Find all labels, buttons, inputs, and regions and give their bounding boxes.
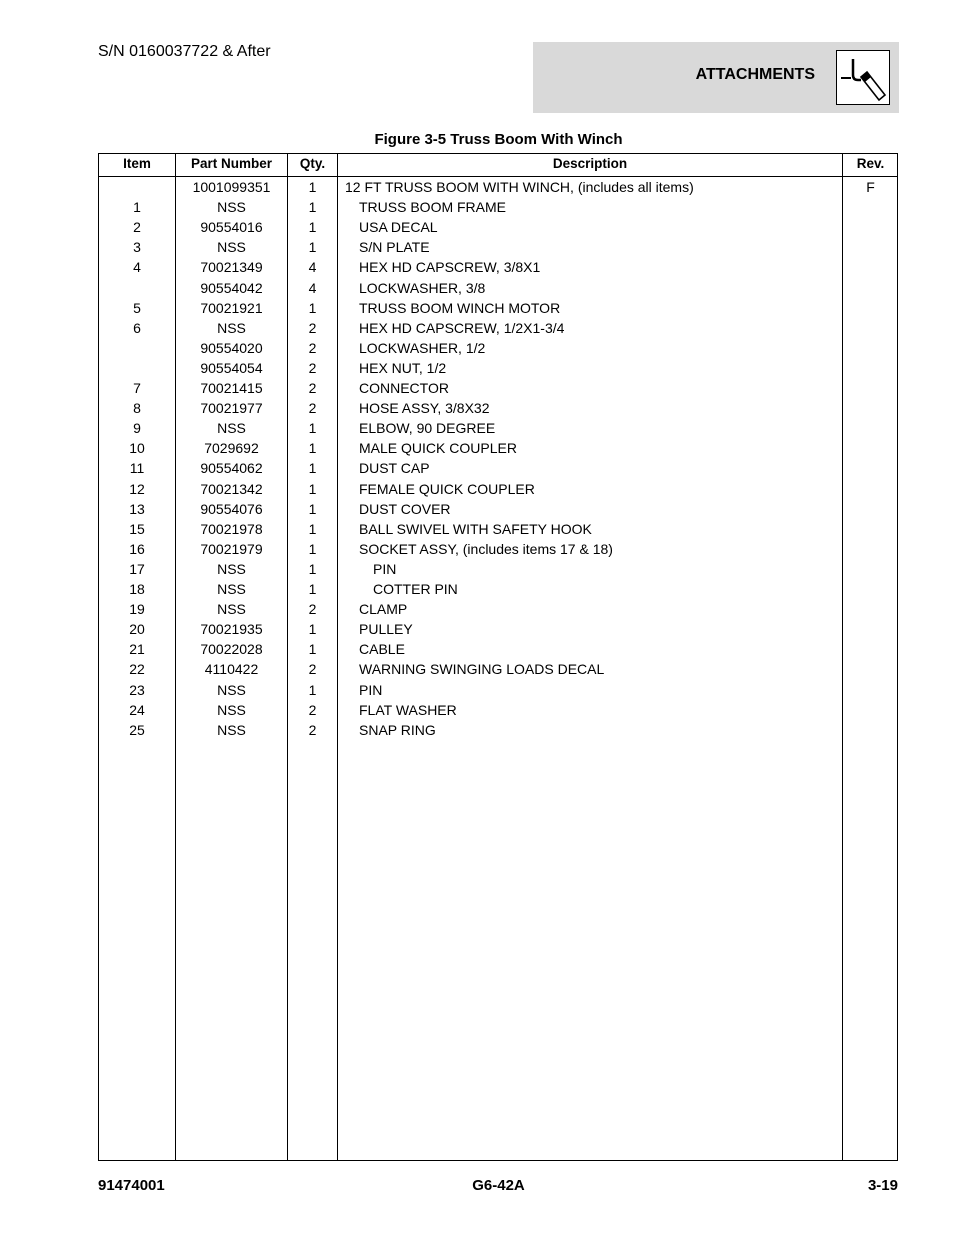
qty-cell: 1 <box>308 581 317 597</box>
qty-cell: 1 <box>308 540 317 557</box>
qty-cell: 2 <box>308 359 317 376</box>
table-row <box>99 257 897 277</box>
table-row <box>99 278 897 298</box>
part-number-cell: 70021977 <box>200 400 263 417</box>
qty-cell: 1 <box>308 641 317 658</box>
description-cell: LOCKWASHER, 3/8 <box>359 279 486 296</box>
item-cell: 21 <box>129 641 145 658</box>
header-part-number: Part Number <box>190 156 273 171</box>
part-number-cell: 90554076 <box>200 500 263 517</box>
figure-title: Figure 3-5 Truss Boom With Winch <box>374 131 623 148</box>
qty-cell: 2 <box>308 319 317 336</box>
description-cell: HEX HD CAPSCREW, 1/2X1-3/4 <box>359 319 565 336</box>
rev-cell: F <box>866 179 875 195</box>
item-cell: 8 <box>133 400 141 417</box>
part-number-cell: NSS <box>217 701 246 718</box>
part-number-cell: 7029692 <box>204 440 259 457</box>
part-number-cell: 70022028 <box>200 641 263 658</box>
part-number-cell: NSS <box>217 721 246 738</box>
part-number-cell: NSS <box>217 560 246 577</box>
table-row <box>99 358 897 378</box>
table-row <box>99 338 897 358</box>
table-row <box>99 438 897 458</box>
table-row <box>99 539 897 559</box>
item-cell: 20 <box>129 621 145 638</box>
description-cell: S/N PLATE <box>359 239 430 256</box>
table-row <box>99 217 897 237</box>
table-row <box>99 519 897 539</box>
part-number-cell: NSS <box>217 601 246 618</box>
qty-cell: 2 <box>308 380 317 396</box>
table-row <box>99 619 897 639</box>
qty-cell: 1 <box>308 179 317 195</box>
description-cell: TRUSS BOOM WINCH MOTOR <box>359 299 561 316</box>
part-number-cell: NSS <box>217 581 246 597</box>
part-number-cell: NSS <box>217 420 246 437</box>
item-cell: 16 <box>129 540 145 557</box>
table-row <box>99 458 897 478</box>
table-row <box>99 378 897 398</box>
part-number-cell: 90554016 <box>200 219 263 236</box>
table-row <box>99 720 897 740</box>
qty-cell: 1 <box>308 299 317 316</box>
parts-table <box>98 153 898 1161</box>
description-cell: SNAP RING <box>359 721 436 738</box>
part-number-cell: 90554042 <box>200 279 263 296</box>
item-cell: 18 <box>129 581 145 597</box>
item-cell: 23 <box>129 681 145 698</box>
description-cell: PIN <box>373 560 397 577</box>
qty-cell: 1 <box>308 239 317 256</box>
description-cell: FEMALE QUICK COUPLER <box>359 480 535 497</box>
qty-cell: 2 <box>308 400 317 417</box>
item-cell: 5 <box>133 299 141 316</box>
description-cell: HEX HD CAPSCREW, 3/8X1 <box>359 259 541 276</box>
qty-cell: 2 <box>308 339 317 356</box>
item-cell: 22 <box>129 661 145 678</box>
item-cell: 9 <box>133 420 141 437</box>
table-row <box>99 398 897 418</box>
header-rev: Rev. <box>856 156 885 171</box>
item-cell: 10 <box>129 440 145 457</box>
description-cell: FLAT WASHER <box>359 701 457 718</box>
description-cell: MALE QUICK COUPLER <box>359 440 517 457</box>
part-number-cell: 70021935 <box>200 621 263 638</box>
table-row <box>99 680 897 700</box>
qty-cell: 1 <box>308 199 317 216</box>
part-number-cell: 70021979 <box>200 540 263 557</box>
table-row <box>99 177 897 197</box>
description-cell: 12 FT TRUSS BOOM WITH WINCH, (includes all items) <box>345 179 694 195</box>
description-cell: TRUSS BOOM FRAME <box>359 199 507 216</box>
part-number-cell: 70021415 <box>200 380 263 396</box>
qty-cell: 2 <box>308 601 317 618</box>
table-row <box>99 579 897 599</box>
qty-cell: 4 <box>308 259 317 276</box>
part-number-cell: 70021342 <box>200 480 263 497</box>
qty-cell: 1 <box>308 480 317 497</box>
part-number-cell: NSS <box>217 319 246 336</box>
qty-cell: 1 <box>308 460 317 477</box>
qty-cell: 1 <box>308 681 317 698</box>
qty-cell: 2 <box>308 661 317 678</box>
description-cell: PIN <box>359 681 383 698</box>
item-cell: 13 <box>129 500 145 517</box>
description-cell: LOCKWASHER, 1/2 <box>359 339 486 356</box>
qty-cell: 1 <box>308 500 317 517</box>
description-cell: CONNECTOR <box>359 380 449 396</box>
item-cell: 4 <box>133 259 141 276</box>
table-row <box>99 499 897 519</box>
description-cell: SOCKET ASSY, (includes items 17 & 18) <box>359 540 613 557</box>
footer-manual-code: G6-42A <box>472 1177 525 1194</box>
qty-cell: 2 <box>308 701 317 718</box>
table-row <box>99 418 897 438</box>
table-row <box>99 479 897 499</box>
part-number-cell: 1001099351 <box>192 179 271 195</box>
part-number-cell: NSS <box>217 199 246 216</box>
table-row <box>99 659 897 679</box>
qty-cell: 1 <box>308 420 317 437</box>
description-cell: HOSE ASSY, 3/8X32 <box>359 400 490 417</box>
qty-cell: 1 <box>308 520 317 537</box>
item-cell: 3 <box>133 239 141 256</box>
header-item: Item <box>123 156 151 171</box>
qty-cell: 1 <box>308 560 317 577</box>
qty-cell: 1 <box>308 219 317 236</box>
item-cell: 2 <box>133 219 141 236</box>
description-cell: USA DECAL <box>359 219 438 236</box>
table-row <box>99 599 897 619</box>
qty-cell: 1 <box>308 440 317 457</box>
table-row <box>99 197 897 217</box>
part-number-cell: NSS <box>217 681 246 698</box>
item-cell: 17 <box>129 560 145 577</box>
description-cell: HEX NUT, 1/2 <box>359 359 447 376</box>
item-cell: 19 <box>129 601 145 618</box>
table-row <box>99 639 897 659</box>
part-number-cell: 90554062 <box>200 460 263 477</box>
header-qty: Qty. <box>299 156 326 171</box>
section-header <box>533 42 899 113</box>
header-description: Description <box>552 156 628 171</box>
qty-cell: 1 <box>308 621 317 638</box>
item-cell: 7 <box>133 380 141 396</box>
footer-document-number: 91474001 <box>98 1177 165 1194</box>
item-cell: 15 <box>129 520 145 537</box>
qty-cell: 2 <box>308 721 317 738</box>
item-cell: 24 <box>129 701 145 718</box>
description-cell: DUST COVER <box>359 500 451 517</box>
footer-page-number: 3-19 <box>867 1177 898 1194</box>
truss-boom-hook-icon <box>836 50 890 105</box>
item-cell: 6 <box>133 319 141 336</box>
description-cell: PULLEY <box>359 621 413 638</box>
section-title: ATTACHMENTS <box>695 66 815 83</box>
serial-number: S/N 0160037722 & After <box>98 43 271 60</box>
item-cell: 12 <box>129 480 145 497</box>
description-cell: DUST CAP <box>359 460 430 477</box>
table-row <box>99 700 897 720</box>
part-number-cell: 70021349 <box>200 259 263 276</box>
qty-cell: 4 <box>308 279 317 296</box>
item-cell: 25 <box>129 721 145 738</box>
part-number-cell: 90554020 <box>200 339 263 356</box>
table-row <box>99 298 897 318</box>
table-row <box>99 237 897 257</box>
part-number-cell: 70021978 <box>200 520 263 537</box>
description-cell: CABLE <box>359 641 405 658</box>
description-cell: CLAMP <box>359 601 408 618</box>
description-cell: COTTER PIN <box>373 581 458 597</box>
table-row <box>99 559 897 579</box>
part-number-cell: 4110422 <box>204 661 259 678</box>
item-cell: 11 <box>129 460 145 477</box>
description-cell: BALL SWIVEL WITH SAFETY HOOK <box>359 520 592 537</box>
description-cell: WARNING SWINGING LOADS DECAL <box>359 661 605 678</box>
part-number-cell: 90554054 <box>200 359 263 376</box>
item-cell: 1 <box>133 199 141 216</box>
part-number-cell: NSS <box>217 239 246 256</box>
description-cell: ELBOW, 90 DEGREE <box>359 420 496 437</box>
part-number-cell: 70021921 <box>200 299 263 316</box>
table-row <box>99 318 897 338</box>
